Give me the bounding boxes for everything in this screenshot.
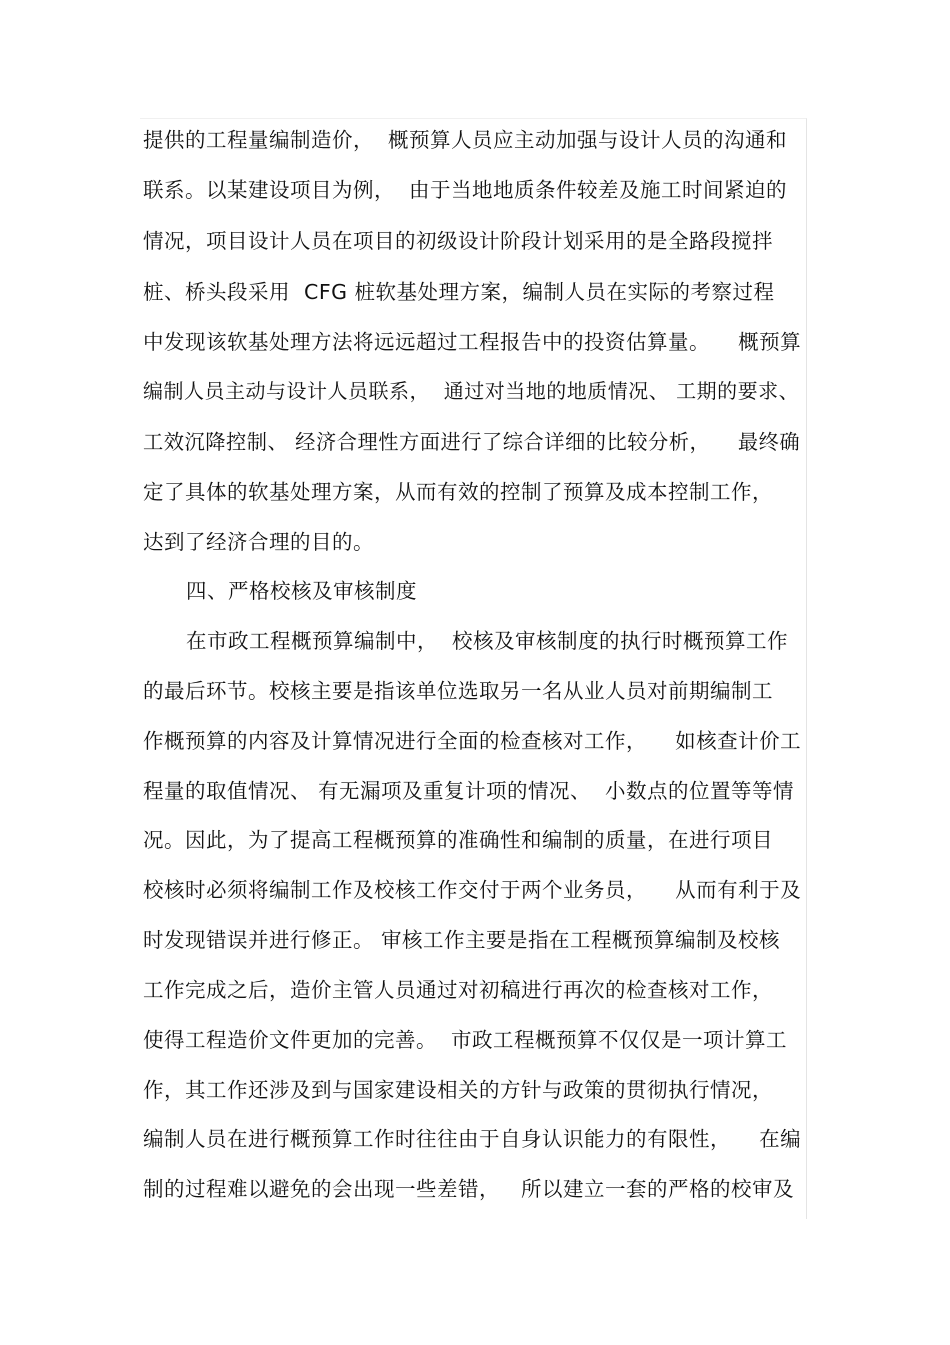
text-line: 的最后环节。校核主要是指该单位选取另一名从业人员对前期编制工: [143, 679, 773, 703]
text-line: 作概预算的内容及计算情况进行全面的检查核对工作， 如核查计价工: [143, 729, 802, 753]
text-line: 联系。以某建设项目为例， 由于当地地质条件较差及施工时间紧迫的: [143, 178, 788, 202]
text-line: 提供的工程量编制造价， 概预算人员应主动加强与设计人员的沟通和: [143, 128, 788, 152]
text-line: 况。因此，为了提高工程概预算的准确性和编制的质量，在进行项目: [143, 828, 773, 852]
text-line: 时发现错误并进行修正。 审核工作主要是指在工程概预算编制及校核: [143, 928, 781, 952]
text-line: 使得工程造价文件更加的完善。 市政工程概预算不仅仅是一项计算工: [143, 1028, 788, 1052]
text-line: 工效沉降控制、 经济合理性方面进行了综合详细的比较分析， 最终确: [143, 430, 801, 454]
text-line: 作，其工作还涉及到与国家建设相关的方针与政策的贯彻执行情况，: [143, 1078, 773, 1102]
text-line: 编制人员在进行概预算工作时往往由于自身认识能力的有限性， 在编: [143, 1127, 802, 1151]
text-line: 定了具体的软基处理方案，从而有效的控制了预算及成本控制工作，: [143, 480, 773, 504]
text-line: 校核时必须将编制工作及校核工作交付于两个业务员， 从而有利于及: [143, 878, 802, 902]
text-line: 中发现该软基处理方法将远远超过工程报告中的投资估算量。 概预算: [143, 330, 802, 354]
text-line: 编制人员主动与设计人员联系， 通过对当地的地质情况、 工期的要求、: [143, 379, 800, 403]
text-line: 工作完成之后，造价主管人员通过对初稿进行再次的检查核对工作，: [143, 978, 773, 1002]
text-line: 程量的取值情况、 有无漏项及重复计项的情况、 小数点的位置等等情: [143, 779, 795, 803]
text-line: 达到了经济合理的目的。: [143, 530, 374, 554]
text-line: 在市政工程概预算编制中， 校核及审核制度的执行时概预算工作: [186, 629, 789, 653]
text-line: 制的过程难以避免的会出现一些差错， 所以建立一套的严格的校审及: [143, 1177, 795, 1201]
text-line: 桩、桥头段采用 CFG 桩软基处理方案，编制人员在实际的考察过程: [143, 280, 775, 304]
section-heading: 四、严格校核及审核制度: [186, 579, 417, 603]
text-line: 情况，项目设计人员在项目的初级设计阶段计划采用的是全路段搅拌: [143, 229, 773, 253]
